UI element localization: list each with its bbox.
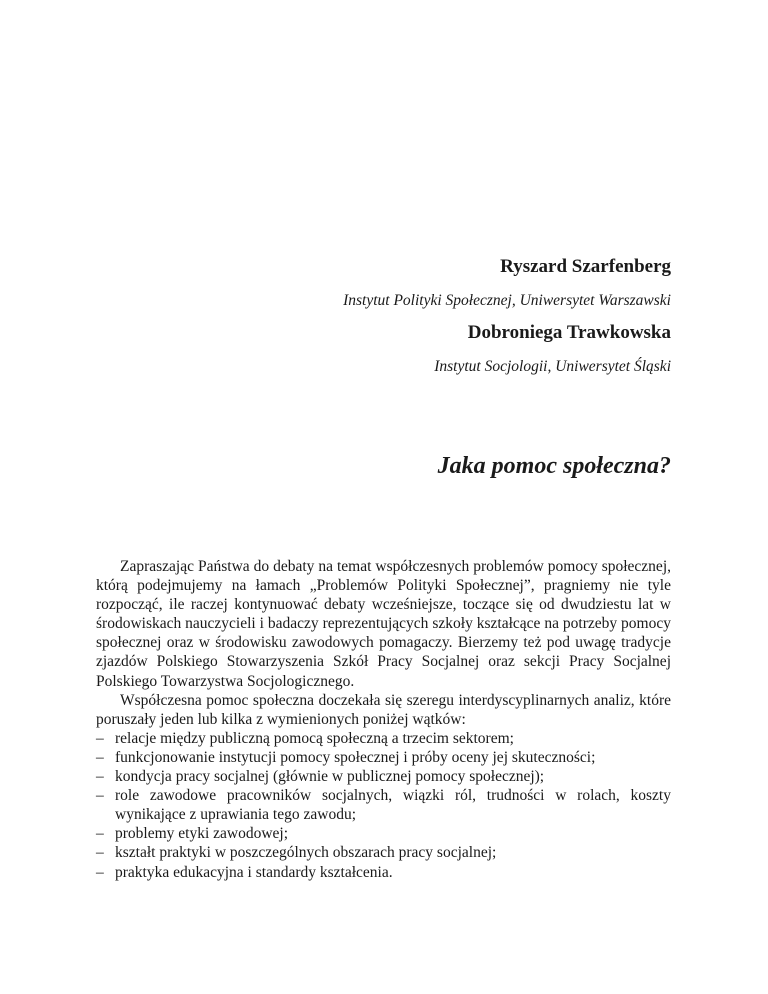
article-title: Jaka pomoc społeczna? (437, 453, 671, 479)
list-item (96, 729, 671, 748)
list-item (96, 786, 671, 824)
list-item-text: kształt praktyki w poszczególnych obszarach pracy socjalnej; (115, 844, 497, 862)
author-name: Ryszard Szarfenberg (500, 256, 671, 277)
dash-marker: – (96, 825, 104, 843)
list-item (96, 863, 671, 882)
dash-marker: – (96, 844, 104, 862)
article-body (96, 557, 671, 882)
list-item-text: role zawodowe pracowników socjalnych, wiązki ról, trudności w rolach, koszty wynikające z uprawiania tego zawodu; (115, 787, 671, 824)
topic-list (96, 729, 671, 882)
list-item (96, 767, 671, 786)
list-item (96, 824, 671, 843)
dash-marker: – (96, 748, 104, 766)
author-affiliation: Instytut Socjologii, Uniwersytet Śląski (434, 358, 671, 375)
list-item (96, 843, 671, 862)
list-item-text: relacje między publiczną pomocą społeczną a trzecim sektorem; (115, 729, 514, 747)
list-item-text: praktyka edukacyjna i standardy kształcenia. (115, 863, 393, 881)
author-name: Dobroniega Trawkowska (467, 322, 671, 343)
list-item-text: kondycja pracy socjalnej (głównie w publicznej pomocy społecznej); (115, 768, 545, 786)
dash-marker: – (96, 729, 104, 747)
dash-marker: – (96, 863, 104, 881)
list-item-text: funkcjonowanie instytucji pomocy społecznej i próby oceny jej skuteczności; (115, 748, 596, 766)
dash-marker: – (96, 768, 104, 786)
list-item (96, 748, 671, 767)
author-affiliation: Instytut Polityki Społecznej, Uniwersytet Warszawski (343, 292, 671, 309)
dash-marker: – (96, 787, 104, 805)
paragraph: Współczesna pomoc społeczna doczekała się szeregu interdyscyplinarnych analiz, które poruszały jeden lub kilka z wymienionych poniżej wątków: (96, 691, 671, 728)
paragraph: Zapraszając Państwa do debaty na temat współczesnych problemów pomocy społecznej, którą podejmujemy na łamach „Problemów Polityki Społecznej”, pragniemy nie tyle rozpocząć, ile raczej kontynuować debaty wcześniejsze, toczące się od dwudziestu lat w środowiskach nauczycieli i badaczy reprezentujących szkoły kształcące na potrzeby pomocy społecznej oraz w środowisku zawodowych pomagaczy. Bierzemy też pod uwagę tradycje zjazdów Polskiego Stowarzyszenia Szkół Pracy Socjalnej oraz sekcji Pracy Socjalnej Polskiego Towarzystwa Socjologicznego. (96, 558, 671, 690)
list-item-text: problemy etyki zawodowej; (115, 825, 289, 843)
author-block (96, 254, 671, 378)
